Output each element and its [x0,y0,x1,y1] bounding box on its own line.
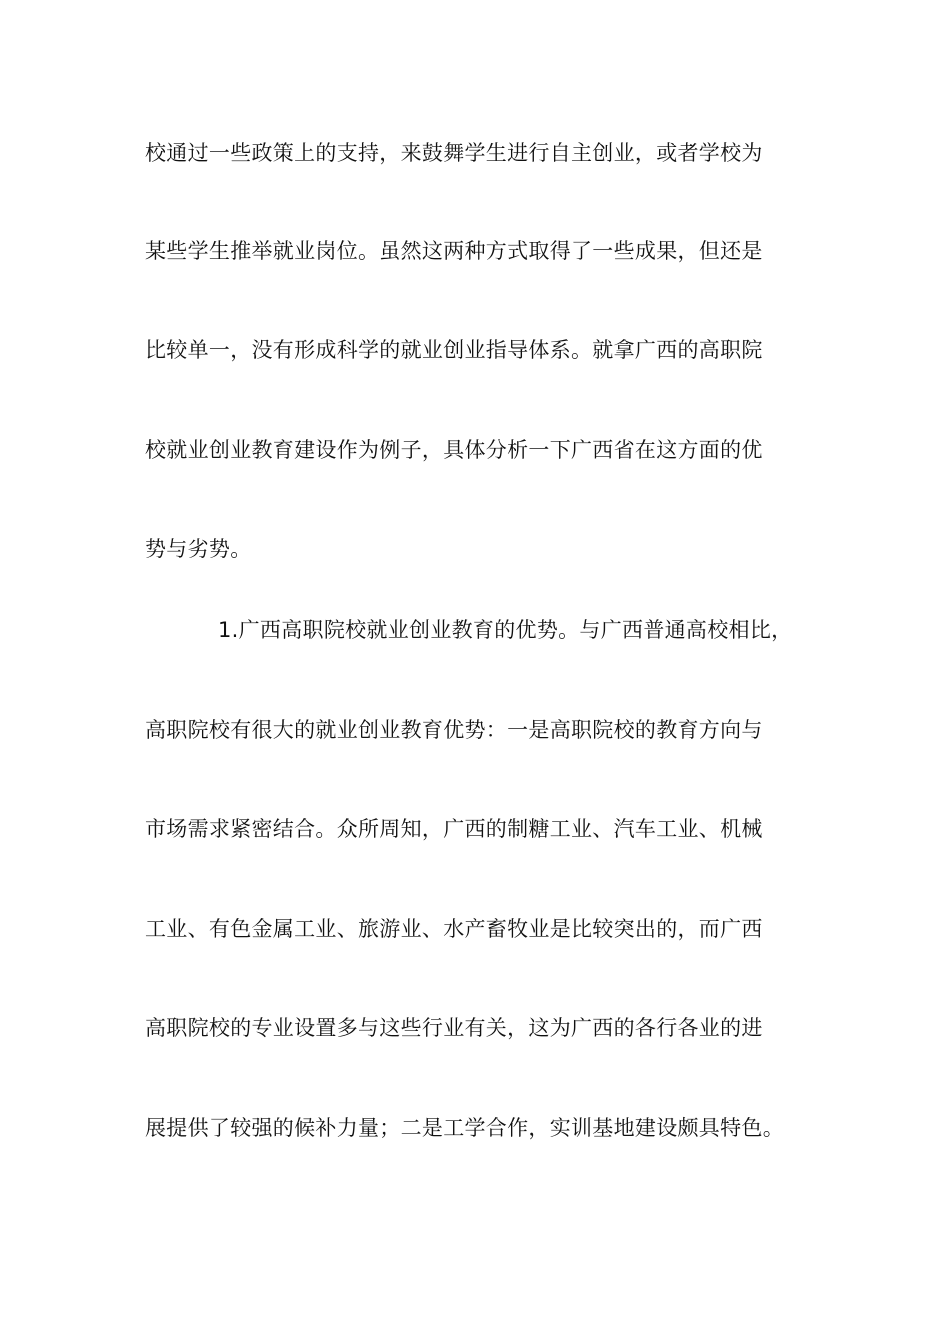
text-line: 势与劣势。 [145,537,252,561]
text-line: 高职院校有很大的就业创业教育优势：一是高职院校的教育方向与 [145,718,763,742]
text-line: 工业、有色金属工业、旅游业、水产畜牧业是比较突出的，而广西 [145,917,763,941]
text-line: 展提供了较强的候补力量；二是工学合作，实训基地建设颇具特色。 [145,1116,784,1140]
text-line: 某些学生推举就业岗位。虽然这两种方式取得了一些成果，但还是 [145,239,763,263]
text-line: 校通过一些政策上的支持，来鼓舞学生进行自主创业，或者学校为 [145,141,763,165]
text-line: 市场需求紧密结合。众所周知，广西的制糖工业、汽车工业、机械 [145,817,763,841]
text-line: 比较单一，没有形成科学的就业创业指导体系。就拿广西的高职院 [145,338,763,362]
paragraph-first-line: 1.广西高职院校就业创业教育的优势。与广西普通高校相比， [218,618,793,642]
text-line: 校就业创业教育建设作为例子，具体分析一下广西省在这方面的优 [145,438,763,462]
text-line: 高职院校的专业设置多与这些行业有关，这为广西的各行各业的进 [145,1016,763,1040]
